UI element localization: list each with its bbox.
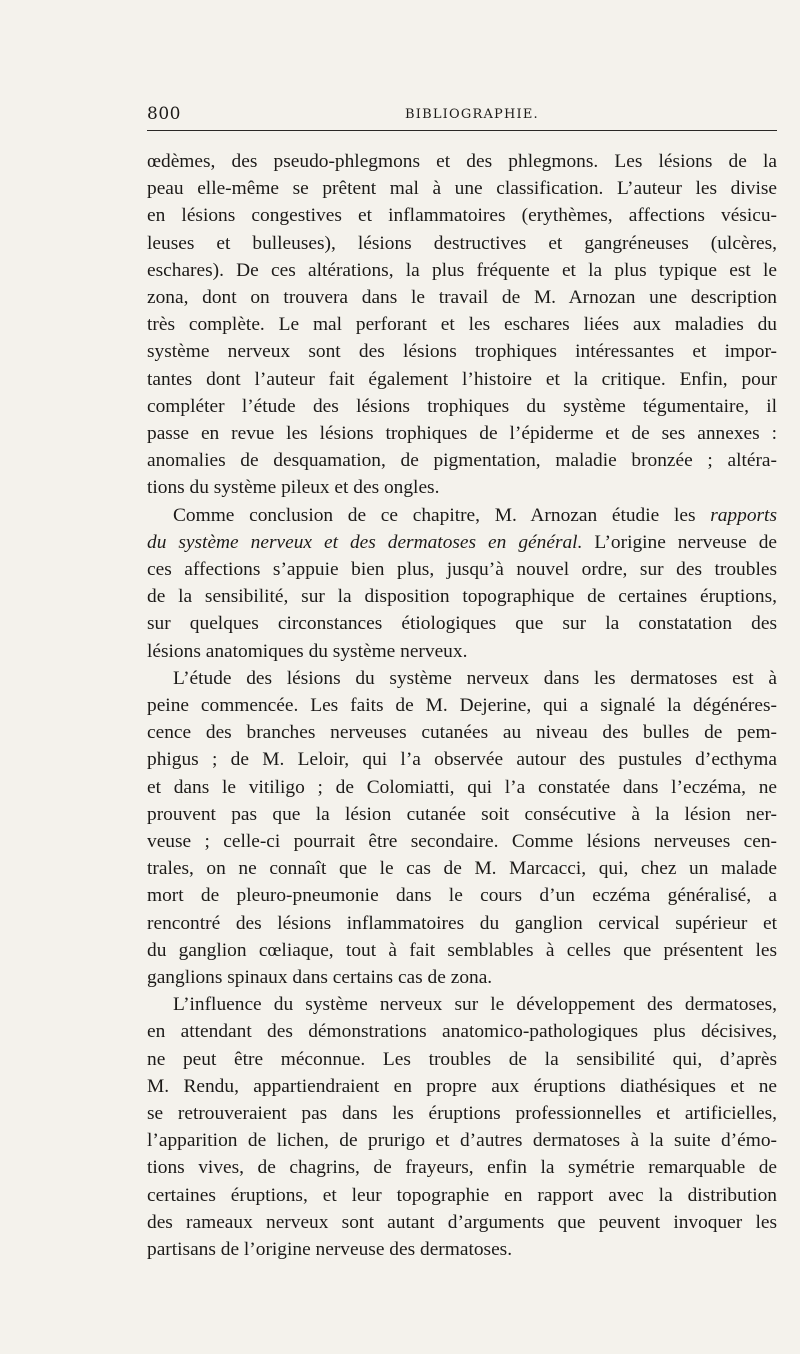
header-rule bbox=[147, 130, 777, 131]
text-line: mort de pleuro-pneumonie dans le cours d’un eczéma généralisé, a bbox=[147, 885, 777, 907]
text-line: tantes dont l’auteur fait également l’histoire et la critique. Enfin, pour bbox=[147, 368, 777, 390]
text-line: très complète. Le mal perforant et les eschares liées aux maladies du bbox=[147, 314, 777, 336]
text-line: trales, on ne connaît que le cas de M. Marcacci, qui, chez un malade bbox=[147, 858, 777, 880]
paragraph bbox=[147, 148, 777, 502]
text-line: veuse ; celle-ci pourrait être secondaire. Comme lésions nerveuses cen- bbox=[147, 831, 777, 853]
text-line: M. Rendu, appartiendraient en propre aux éruptions diathésiques et ne bbox=[147, 1075, 777, 1097]
text-line: ganglions spinaux dans certains cas de zona. bbox=[147, 967, 493, 989]
text-line: en lésions congestives et inflammatoires (erythèmes, affections vésicu- bbox=[147, 205, 777, 227]
text-line: prouvent pas que la lésion cutanée soit consécutive à la lésion ner- bbox=[147, 803, 777, 825]
text-line: partisans de l’origine nerveuse des dermatoses. bbox=[147, 1239, 513, 1261]
text-line: zona, dont on trouvera dans le travail de M. Arnozan une description bbox=[147, 287, 777, 309]
text-line: œdèmes, des pseudo-phlegmons et des phlegmons. Les lésions de la bbox=[147, 151, 777, 172]
text-line: de la sensibilité, sur la disposition topographique de certaines éruptions, bbox=[147, 586, 777, 608]
text-line: sur quelques circonstances étiologiques que sur la constatation des bbox=[147, 613, 777, 635]
text-line: peau elle-même se prêtent mal à une classification. L’auteur les divise bbox=[147, 178, 777, 200]
text-line: Comme conclusion de ce chapitre, M. Arnozan étudie les rapports bbox=[173, 504, 777, 526]
text-line: se retrouveraient pas dans les éruptions professionnelles et artificielles, bbox=[147, 1103, 777, 1124]
text-line: rencontré des lésions inflammatoires du ganglion cervical supérieur et bbox=[147, 912, 777, 934]
text-line: L’influence du système nerveux sur le développement des dermatoses, bbox=[173, 994, 777, 1016]
paragraph bbox=[147, 502, 777, 665]
text-line: anomalies de desquamation, de pigmentation, maladie bronzée ; altéra- bbox=[147, 450, 777, 472]
page-header bbox=[147, 100, 777, 128]
text-line: tions vives, de chagrins, de frayeurs, enfin la symétrie remarquable de bbox=[147, 1157, 777, 1179]
text-line: et dans le vitiligo ; de Colomiatti, qui l’a constatée dans l’eczéma, ne bbox=[147, 776, 777, 798]
text-line: système nerveux sont des lésions trophiques intéressantes et impor- bbox=[147, 341, 777, 363]
text-line: phigus ; de M. Leloir, qui l’a observée autour des pustules d’ecthyma bbox=[147, 749, 777, 771]
running-title: BIBLIOGRAPHIE. bbox=[405, 107, 539, 122]
text-line: lésions anatomiques du système nerveux. bbox=[147, 640, 468, 662]
text-line: certaines éruptions, et leur topographie en rapport avec la distribution bbox=[147, 1184, 777, 1206]
text-line: ne peut être méconnue. Les troubles de la sensibilité qui, d’après bbox=[147, 1048, 777, 1070]
text-line: L’étude des lésions du système nerveux dans les dermatoses est à bbox=[173, 667, 777, 689]
text-line: des rameaux nerveux sont autant d’arguments que peuvent invoquer les bbox=[147, 1211, 777, 1233]
text-line: compléter l’étude des lésions trophiques du système tégumentaire, il bbox=[147, 395, 777, 417]
text-line: l’apparition de lichen, de prurigo et d’autres dermatoses à la suite d’émo- bbox=[147, 1130, 777, 1152]
text-line: du système nerveux et des dermatoses en général. L’origine nerveuse de bbox=[147, 531, 777, 553]
text-line: du ganglion cœliaque, tout à fait semblables à celles que présentent les bbox=[147, 939, 777, 961]
page-number: 800 bbox=[147, 104, 181, 124]
text-line: leuses et bulleuses), lésions destructives et gangréneuses (ulcères, bbox=[147, 232, 777, 254]
text-line: en attendant des démonstrations anatomico-pathologiques plus décisives, bbox=[147, 1021, 777, 1043]
text-line: eschares). De ces altérations, la plus fréquente et la plus typique est le bbox=[147, 259, 777, 281]
text-line: ces affections s’appuie bien plus, jusqu’à nouvel ordre, sur des troubles bbox=[147, 559, 777, 580]
text-line: peine commencée. Les faits de M. Dejerine, qui a signalé la dégénéres- bbox=[147, 695, 777, 716]
text-line: tions du système pileux et des ongles. bbox=[147, 477, 440, 499]
paragraph bbox=[147, 991, 777, 1263]
text-line: passe en revue les lésions trophiques de l’épiderme et de ses annexes : bbox=[147, 423, 777, 445]
paragraph bbox=[147, 665, 777, 991]
text-line: cence des branches nerveuses cutanées au niveau des bulles de pem- bbox=[147, 722, 777, 744]
